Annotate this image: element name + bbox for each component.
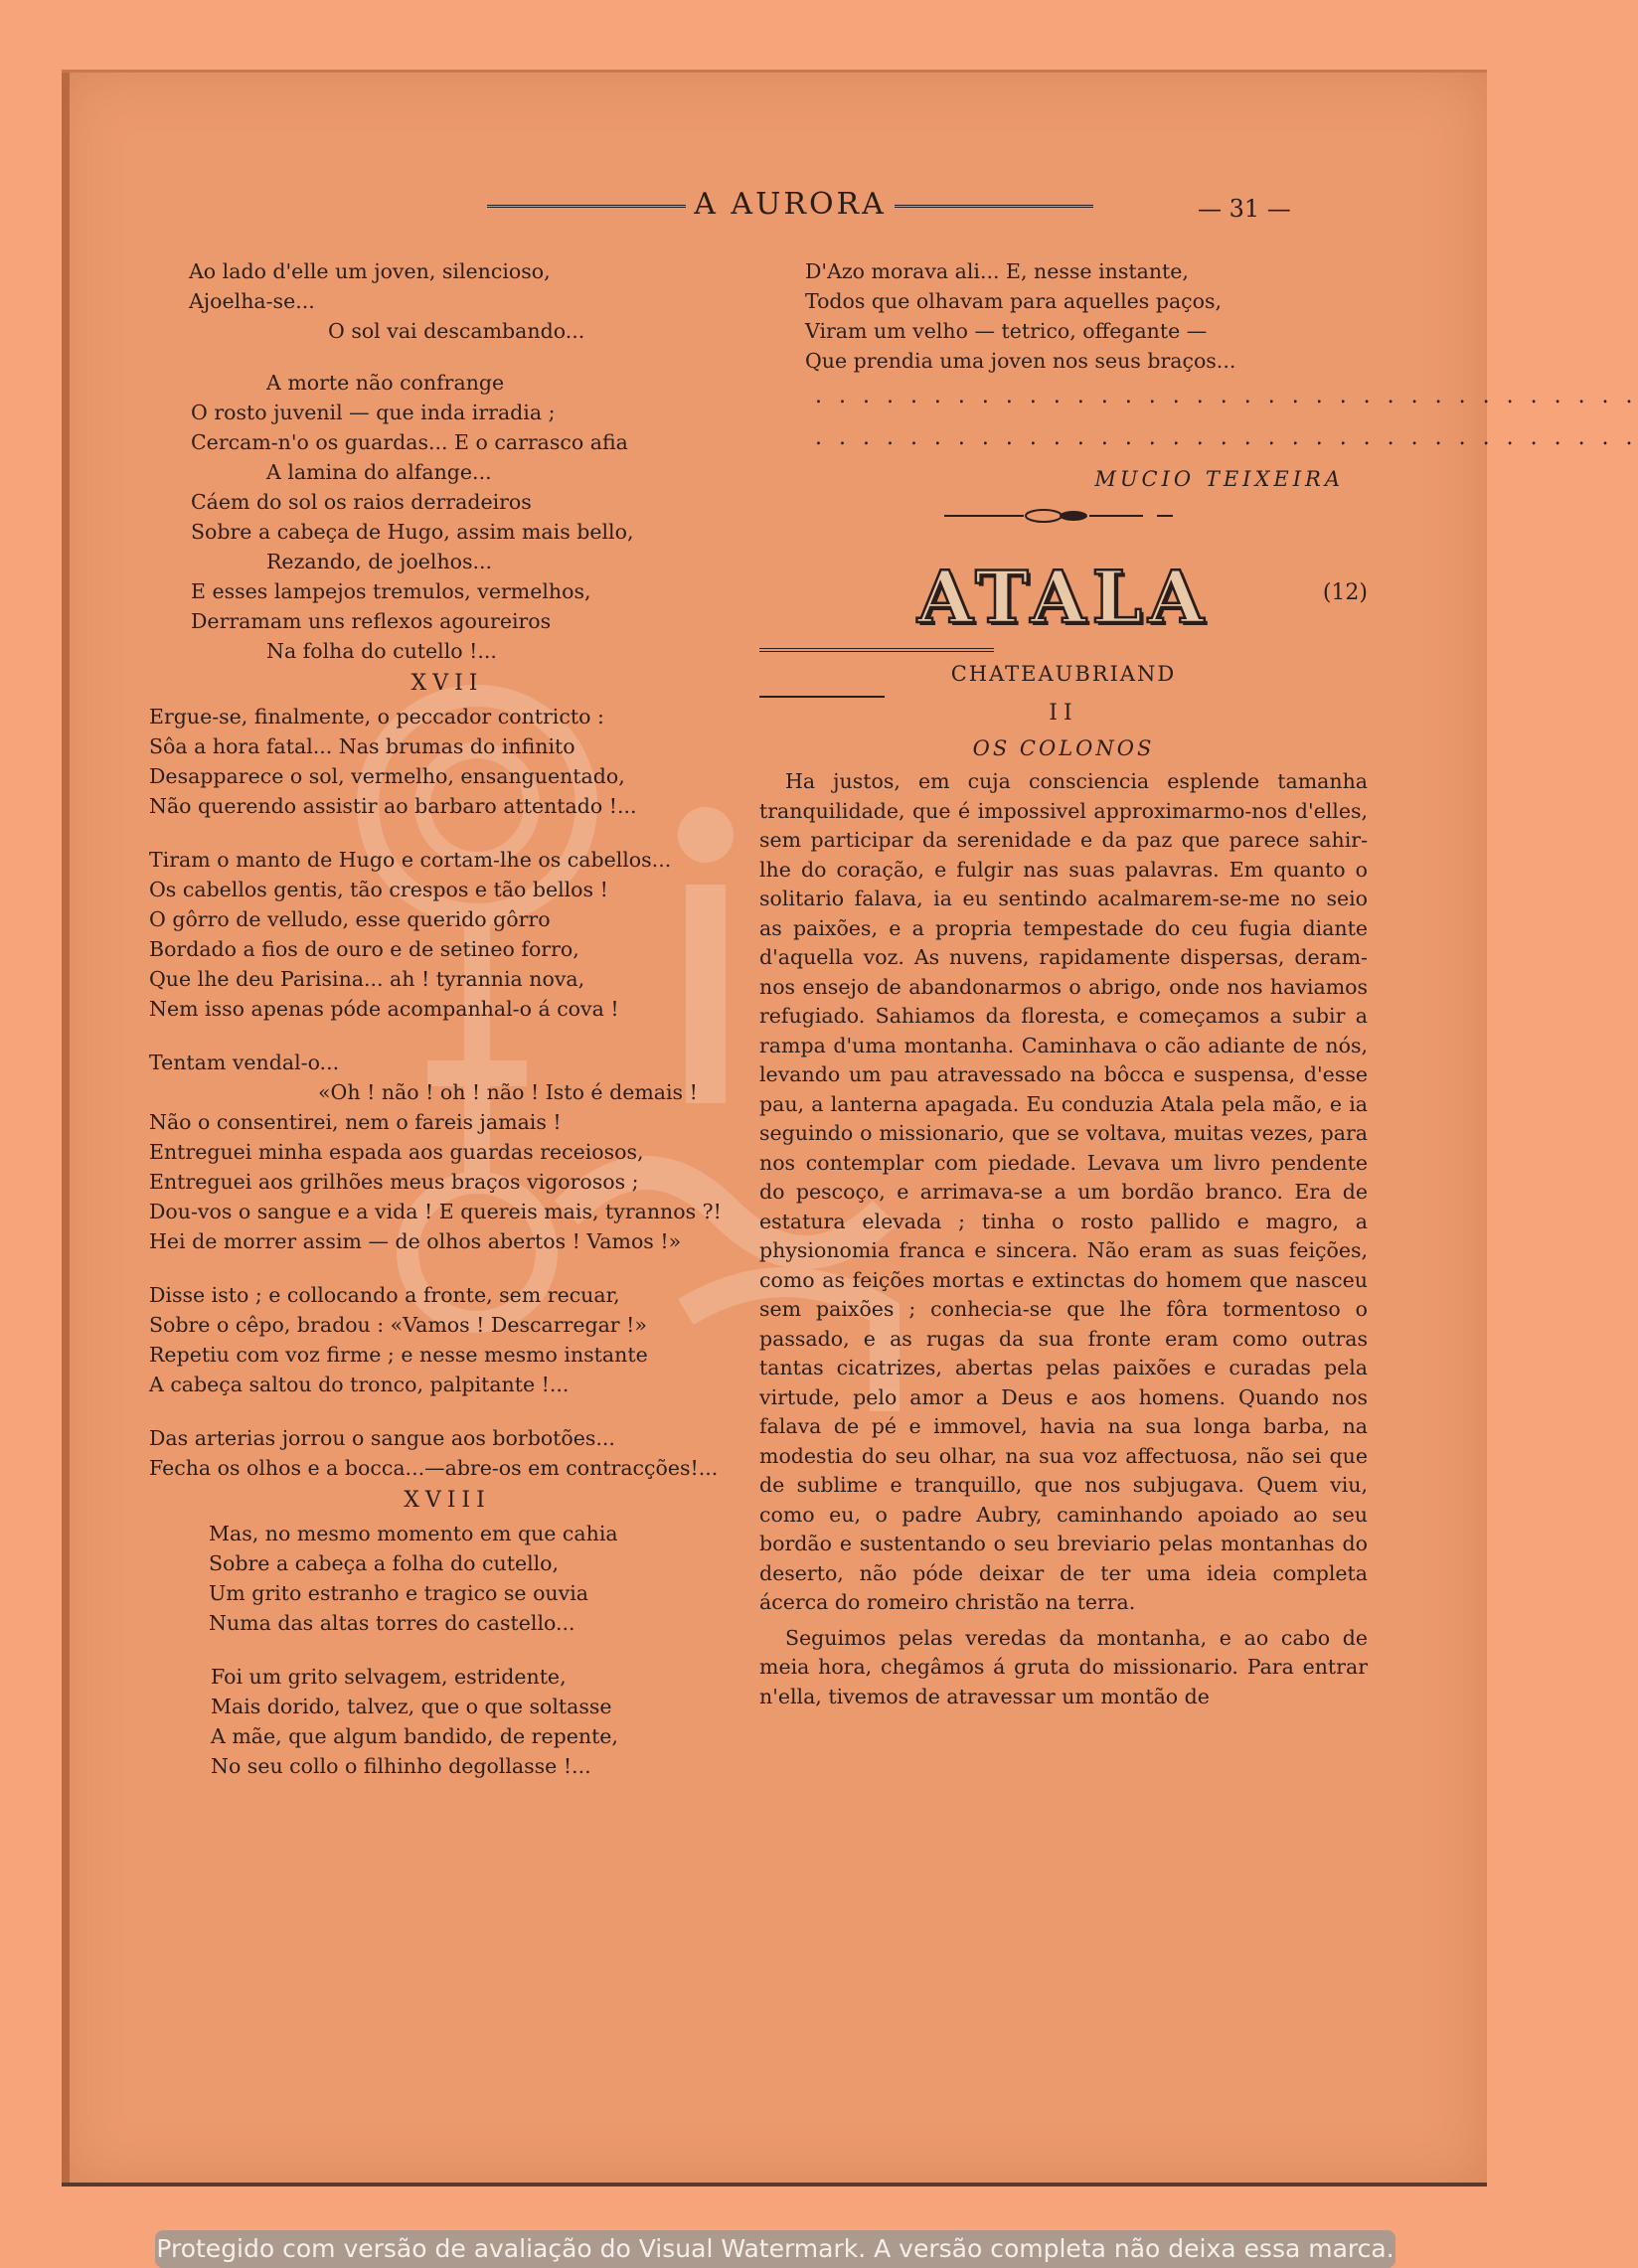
poem-stanza bbox=[149, 1662, 745, 1781]
section-heading: XVII bbox=[410, 671, 484, 696]
verse-line: Mais dorido, talvez, que o que soltasse bbox=[211, 1695, 612, 1718]
verse-line: O gôrro de velludo, esse querido gôrro bbox=[149, 907, 551, 931]
verse-line: Não querendo assistir ao barbaro attentado !... bbox=[149, 794, 637, 818]
verse-line: Entreguei aos grilhões meus braços vigorosos ; bbox=[149, 1170, 639, 1194]
poem-stanza bbox=[149, 368, 745, 487]
poem-stanza bbox=[149, 702, 745, 821]
serial-title-text: ATALA bbox=[917, 555, 1210, 639]
verse-line: Que lhe deu Parisina... ah ! tyrannia nova, bbox=[149, 967, 585, 991]
chapter-title: OS COLONOS bbox=[972, 736, 1155, 760]
paragraph: Ha justos, em cuja consciencia esplende tamanha tranquilidade, que é impossivel approximarmo-nos d'elles, sem participar da serenidade e da paz que parece sahir-lhe do coração, e fulgir nas suas palavras. Em quanto o solitario falava, ia eu sentindo acalmarem-se-me no seio as paixões, e a propria tempestade do ceu fugia diante d'aquella voz. As nuvens, rapidamente dispersas, deram-nos ensejo de abandonarmos o abrigo, onde nos haviamos refugiado. Sahiamos da floresta, e começamos a subir a rampa d'uma montanha. Caminhava o cão adiante de nós, levando um pau atravessado na bôcca e suspensa, d'esse pau, a lanterna apagada. Eu conduzia Atala pela mão, e ia seguindo o missionario, que se voltava, muitas vezes, para nos contemplar com piedade. Levava um livro pendente do pescoço, e arrimava-se a um bordão branco. Era de estatura elevada ; tinha o rosto pallido e magro, a physionomia franca e sincera. Não eram as suas feições, como as feições mortas e extinctas do homem que nasceu sem paixões ; conhecia-se que lhe fôra tormentoso o passado, e as rugas da sua fronte eram como outras tantas cicatrizes, abertas pelas paixões e curadas pela virtude, pelo amor a Deus e aos homens. Quando nos falava de pé e immovel, havia na sua longa barba, na modestia do seu olhar, na sua voz affectuosa, não sei que de sublime e tranquillo, que nos subjugava. Quem viu, como eu, o padre Aubry, caminhando apoiado ao seu bordão e sustentando o seu breviario pelas montanhas do deserto, não póde deixar de ter uma ideia completa ácerca do romeiro christão na terra. bbox=[759, 769, 1368, 1614]
verse-line: O sol vai descambando... bbox=[328, 319, 585, 343]
verse-line: A morte não confrange bbox=[266, 371, 505, 395]
verse-line: Rezando, de joelhos... bbox=[266, 550, 493, 573]
verse-line: Numa das altas torres do castello... bbox=[209, 1611, 575, 1635]
section-heading: XVIII bbox=[404, 1488, 491, 1513]
article-body bbox=[759, 767, 1368, 1711]
verse-line: Cercam-n'o os guardas... E o carrasco afia bbox=[191, 430, 628, 454]
verse-line: Desapparece o sol, vermelho, ensanguentado, bbox=[149, 764, 625, 788]
page-top-edge bbox=[62, 70, 1487, 73]
verse-line: Nem isso apenas póde acompanhal-o á cova ! bbox=[149, 997, 619, 1021]
flourish-icon bbox=[944, 506, 1183, 526]
poem-signature: MUCIO TEIXEIRA bbox=[1094, 467, 1344, 491]
verse-line: Ajoelha-se... bbox=[189, 289, 315, 313]
verse-line: Tentam vendal-o... bbox=[149, 1051, 340, 1074]
verse-line: Cáem do sol os raios derradeiros bbox=[191, 490, 532, 514]
masthead bbox=[398, 187, 1183, 222]
verse-line: Todos que olhavam para aquelles paços, bbox=[805, 289, 1223, 313]
verse-line: Viram um velho — tetrico, offegante — bbox=[805, 319, 1208, 343]
serial-title bbox=[759, 553, 1368, 642]
verse-line: Sobre a cabeça de Hugo, assim mais bello, bbox=[191, 520, 634, 544]
verse-line: Fecha os olhos e a bocca...—abre-os em contracções!... bbox=[149, 1456, 719, 1480]
page-bottom-edge bbox=[62, 2183, 1487, 2187]
verse-line: Ao lado d'elle um joven, silencioso, bbox=[189, 259, 551, 283]
ellipsis-row: . . . . . . . . . . . . . . . . . . . . . . . . . . . . . . . . . . . bbox=[815, 425, 1638, 450]
verse-line: Ergue-se, finalmente, o peccador contricto : bbox=[149, 705, 604, 729]
left-column bbox=[149, 256, 745, 1781]
watermark-notice-bar: Protegido com versão de avaliação do Visual Watermark. A versão completa não deixa essa marca. bbox=[155, 2230, 1395, 2268]
masthead-rule-right bbox=[895, 205, 1093, 208]
verse-line: E esses lampejos tremulos, vermelhos, bbox=[191, 579, 591, 603]
verse-line: Dou-vos o sangue e a vida ! E quereis mais, tyrannos ?! bbox=[149, 1200, 722, 1223]
verse-line: «Oh ! não ! oh ! não ! Isto é demais ! bbox=[318, 1080, 698, 1104]
masthead-title: A AURORA bbox=[694, 187, 887, 222]
verse-line: Foi um grito selvagem, estridente, bbox=[211, 1665, 567, 1689]
masthead-rule-left bbox=[487, 205, 686, 208]
verse-line: Das arterias jorrou o sangue aos borbotões... bbox=[149, 1426, 615, 1450]
installment-number: (12) bbox=[1322, 580, 1368, 605]
verse-line: Tiram o manto de Hugo e cortam-lhe os cabellos... bbox=[149, 848, 672, 872]
author-name: CHATEAUBRIAND bbox=[950, 662, 1177, 686]
verse-line: A lamina do alfange... bbox=[266, 460, 492, 484]
verse-line: Disse isto ; e collocando a fronte, sem recuar, bbox=[149, 1283, 620, 1307]
page-spine-edge bbox=[62, 70, 70, 2187]
verse-line: Repetiu com voz firme ; e nesse mesmo instante bbox=[149, 1343, 648, 1367]
verse-line: Sôa a hora fatal... Nas brumas do infinito bbox=[149, 734, 575, 758]
page-number: — 31 — bbox=[1198, 195, 1291, 223]
verse-line: Bordado a fios de ouro e de setineo forro, bbox=[149, 937, 579, 961]
verse-line: D'Azo morava ali... E, nesse instante, bbox=[805, 259, 1189, 283]
ornament-divider bbox=[759, 499, 1368, 539]
poem-stanza bbox=[149, 487, 745, 666]
verse-line: Na folha do cutello !... bbox=[266, 639, 497, 663]
verse-line: Derramam uns reflexos agoureiros bbox=[191, 609, 552, 633]
chapter-number: II bbox=[1049, 701, 1078, 726]
ellipsis-row: . . . . . . . . . . . . . . . . . . . . . . . . . . . . . . . . . . . bbox=[815, 384, 1638, 408]
verse-line: Entreguei minha espada aos guardas receiosos, bbox=[149, 1140, 644, 1164]
verse-line: O rosto juvenil — que inda irradia ; bbox=[191, 401, 556, 424]
verse-line: Os cabellos gentis, tão crespos e tão bellos ! bbox=[149, 878, 608, 901]
poem-stanza bbox=[149, 1423, 745, 1483]
poem-stanza bbox=[759, 256, 1368, 376]
verse-line: Não o consentirei, nem o fareis jamais ! bbox=[149, 1110, 562, 1134]
verse-line: No seu collo o filhinho degollasse !... bbox=[211, 1754, 591, 1778]
verse-line: A mãe, que algum bandido, de repente, bbox=[211, 1724, 618, 1748]
verse-line: Um grito estranho e tragico se ouvia bbox=[209, 1581, 588, 1605]
verse-line: Sobre o cêpo, bradou : «Vamos ! Descarregar !» bbox=[149, 1313, 647, 1337]
right-column bbox=[759, 256, 1638, 1717]
poem-stanza bbox=[149, 845, 745, 1024]
poem-stanza bbox=[149, 1048, 745, 1256]
verse-line: Hei de morrer assim — de olhos abertos ! Vamos !» bbox=[149, 1229, 682, 1253]
verse-line: Que prendia uma joven nos seus braços... bbox=[805, 349, 1236, 373]
verse-line: Sobre a cabeça a folha do cutello, bbox=[209, 1551, 560, 1575]
poem-stanza bbox=[149, 256, 745, 346]
poem-stanza bbox=[149, 1280, 745, 1399]
verse-line: A cabeça saltou do tronco, palpitante !... bbox=[149, 1373, 570, 1396]
paragraph: Seguimos pelas veredas da montanha, e ao cabo de meia hora, chegâmos á gruta do missionario. Para entrar n'ella, tivemos de atravessar um montão de bbox=[759, 1625, 1368, 1708]
poem-stanza bbox=[149, 1519, 745, 1638]
verse-line: Mas, no mesmo momento em que cahia bbox=[209, 1522, 618, 1545]
